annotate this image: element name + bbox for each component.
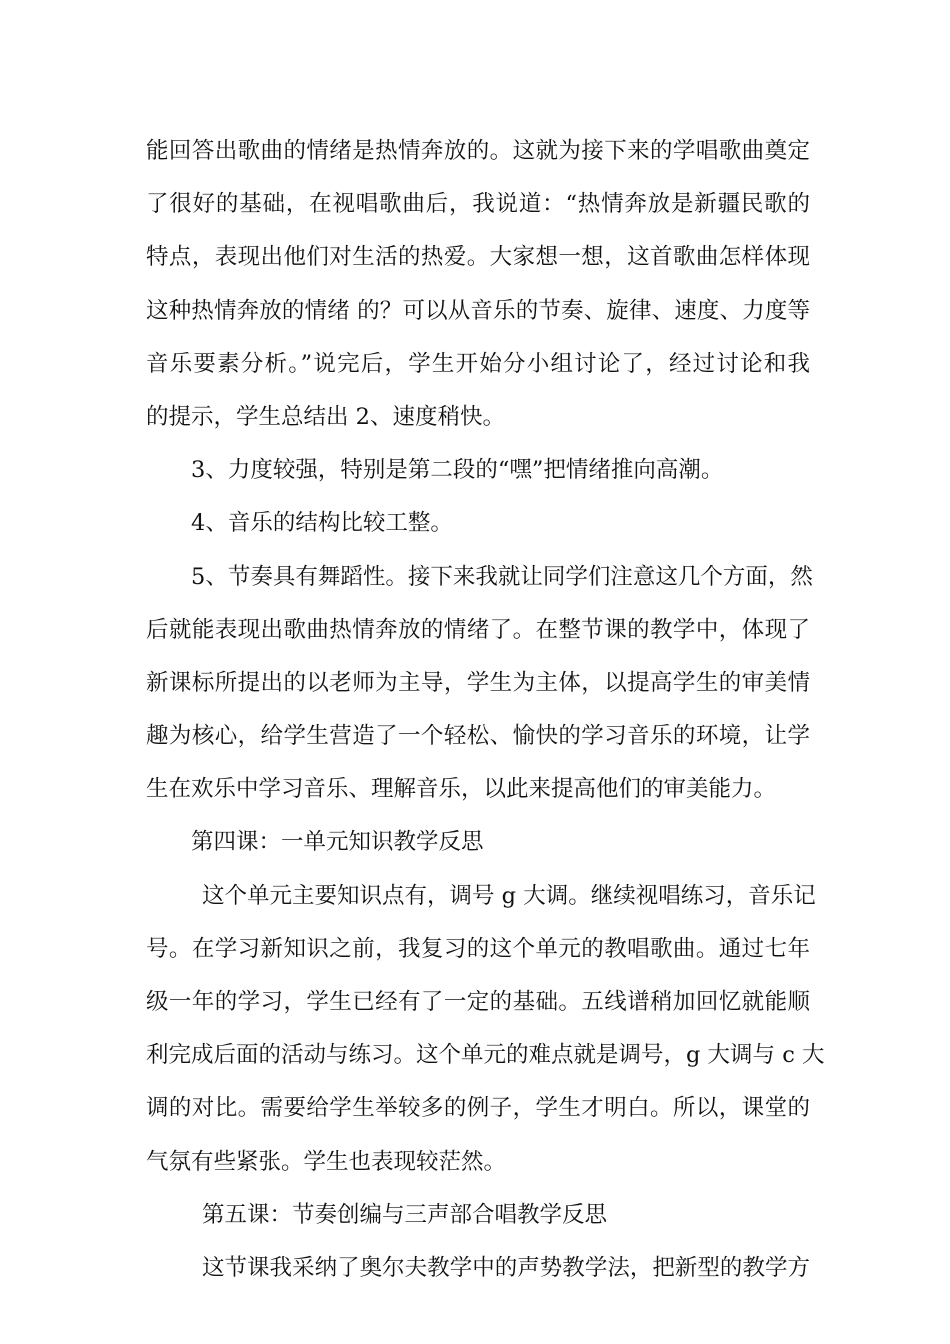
- text-line: 利完成后面的活动与练习。这个单元的难点就是调号，g 大调与 c 大: [146, 1042, 825, 1069]
- text-line: 号。在学习新知识之前，我复习的这个单元的教唱歌曲。通过七年: [146, 935, 810, 962]
- text-line: 气氛有些紧张。学生也表现较茫然。: [146, 1148, 507, 1175]
- text-line: 的提示，学生总结出 2、速度稍快。: [146, 403, 505, 430]
- section-heading: 第五课：节奏创编与三声部合唱教学反思: [202, 1201, 608, 1228]
- text-line: 这节课我采纳了奥尔夫教学中的声势教学法，把新型的教学方: [202, 1254, 810, 1281]
- text-line: 了很好的基础，在视唱歌曲后，我说道：“热情奔放是新疆民歌的: [146, 191, 810, 218]
- text-line: 这个单元主要知识点有，调号 g 大调。继续视唱练习，音乐记: [202, 882, 816, 909]
- text-line: 能回答出歌曲的情绪是热情奔放的。这就为接下来的学唱歌曲奠定: [146, 138, 810, 164]
- text-line: 趣为核心，给学生营造了一个轻松、愉快的学习音乐的环境，让学: [146, 723, 810, 750]
- text-line: 后就能表现出歌曲热情奔放的情绪了。在整节课的教学中，体现了: [146, 616, 810, 643]
- text-line: 特点，表现出他们对生活的热爱。大家想一想，这首歌曲怎样体现: [146, 244, 810, 271]
- text-line: 新课标所提出的以老师为主导，学生为主体，以提高学生的审美情: [146, 669, 810, 696]
- text-line: 这种热情奔放的情绪 的？可以从音乐的节奏、旋律、速度、力度等: [146, 297, 810, 324]
- text-line: 级一年的学习，学生已经有了一定的基础。五线谱稍加回忆就能顺: [146, 989, 810, 1015]
- text-line: 生在欢乐中学习音乐、理解音乐，以此来提高他们的审美能力。: [146, 776, 777, 803]
- text-line: 3、力度较强，特别是第二段的“嘿”把情绪推向高潮。: [191, 457, 724, 484]
- text-line: 调的对比。需要给学生举较多的例子，学生才明白。所以，课堂的: [146, 1095, 810, 1122]
- text-line: 4、音乐的结构比较工整。: [191, 510, 453, 537]
- body-text: [146, 130, 825, 1300]
- text-line: 音乐要素分析。”说完后，学生开始分小组讨论了，经过讨论和我: [146, 350, 810, 377]
- section-heading: 第四课：一单元知识教学反思: [191, 829, 484, 856]
- text-line: 5、节奏具有舞蹈性。接下来我就让同学们注意这几个方面，然: [191, 563, 813, 590]
